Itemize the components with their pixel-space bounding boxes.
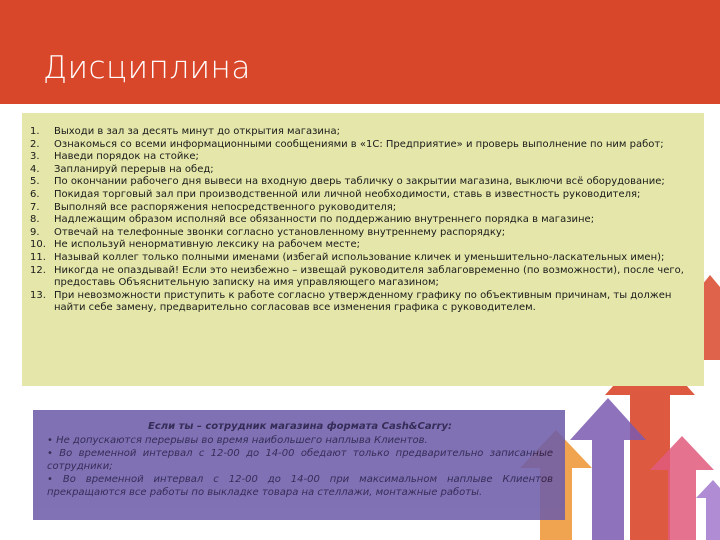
rules-box (22, 113, 704, 386)
list-item: 2. Ознакомься со всеми информационными сообщениями в «1С: Предприятие» и проверь выполнение по ним работ; (30, 138, 664, 150)
note-line: • Во временной интервал с 12-00 до 14-00 при максимальном наплыве Клиентов прекращаются все работы по выкладке товара на стеллажи, монтажные работы. (47, 474, 553, 498)
list-item: 9. Отвечай на телефонные звонки согласно установленному внутреннему распорядку; (30, 226, 506, 238)
list-item: 11. Называй коллег только полными именами (избегай использование кличек и уменьшительно-ласкательных имен); (30, 251, 665, 263)
list-item: 8. Надлежащим образом исполняй все обязанности по поддержанию внутреннего порядка в магазине; (30, 214, 595, 226)
note-line: • Не допускаются перерывы во время наибольшего наплыва Клиентов. (47, 435, 428, 446)
list-item: 3. Наведи порядок на стойке; (30, 151, 199, 163)
list-item: 6. Покидая торговый зал при производственной или личной необходимости, ставь в известность руководителя; (30, 188, 641, 200)
list-item: 12. Никогда не опаздывай! Если это неизбежно – извещай руководителя заблаговременно (по возможности), после чего, предоставь Объяснительную записку на имя управляющего магазином; (30, 264, 684, 289)
list-item: 5. По окончании рабочего дня вывеси на входную дверь табличку о закрытии магазина, выключи всё оборудование; (30, 176, 665, 188)
arrow-violet-icon (696, 480, 720, 540)
list-item: 13. При невозможности приступить к работе согласно утвержденному графику по объективным причинам, ты должен найти себе замену, предварительно согласовав все изменения графика с руководителем. (30, 289, 672, 314)
slide-title: Дисциплина (43, 50, 251, 86)
note-title: Если ты – сотрудник магазина формата Cash&Carry: (148, 421, 452, 432)
note-line: • Во временной интервал с 12-00 до 14-00 обедают только предварительно записанные сотрудники; (47, 448, 553, 472)
list-item: 10. Не используй ненормативную лексику на рабочем месте; (30, 239, 360, 251)
cash-carry-note (33, 410, 565, 520)
list-item: 1. Выходи в зал за десять минут до открытия магазина; (30, 126, 340, 137)
list-item: 7. Выполняй все распоряжения непосредственного руководителя; (30, 201, 397, 213)
rules-list (30, 126, 694, 315)
list-item: 4. Запланируй перерыв на обед; (30, 163, 214, 175)
